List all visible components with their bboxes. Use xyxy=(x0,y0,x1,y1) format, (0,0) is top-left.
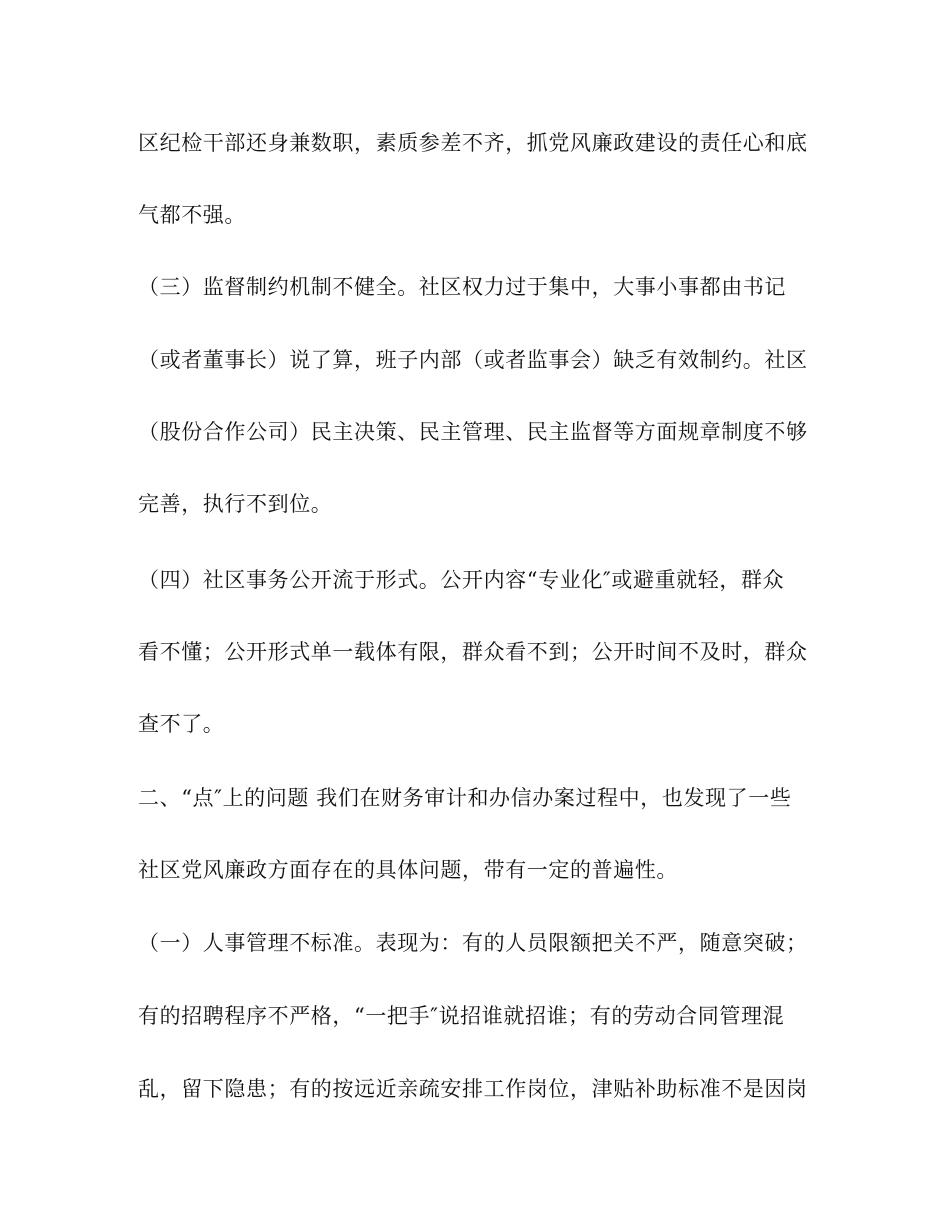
text-line: （三）监督制约机制不健全。社区权力过于集中，大事小事都由书记 xyxy=(138,275,786,299)
text-line: （或者董事长）说了算，班子内部（或者监事会）缺乏有效制约。社区 xyxy=(138,348,808,372)
text-line: 气都不强。 xyxy=(138,203,246,227)
text-line: （股份合作公司）民主决策、民主管理、民主监督等方面规章制度不够 xyxy=(138,420,808,444)
text-line: 二、“点″上的问题 我们在财务审计和办信办案过程中，也发现了一些 xyxy=(138,786,792,810)
text-line: 完善，执行不到位。 xyxy=(138,492,333,516)
text-line: 查不了。 xyxy=(138,712,225,736)
text-line: （一）人事管理不标准。表现为：有的人员限额把关不严，随意突破； xyxy=(138,931,808,955)
text-line: 看不懂；公开形式单一载体有限，群众看不到；公开时间不及时，群众 xyxy=(138,640,808,664)
text-line: 社区党风廉政方面存在的具体问题，带有一定的普遍性。 xyxy=(138,858,678,882)
text-line: 乱，留下隐患；有的按远近亲疏安排工作岗位，津贴补助标准不是因岗 xyxy=(138,1077,808,1101)
text-line: 区纪检干部还身兼数职，素质参差不齐，抓党风廉政建设的责任心和底 xyxy=(138,131,808,155)
text-line: 有的招聘程序不严格，“一把手″说招谁就招谁；有的劳动合同管理混 xyxy=(138,1004,785,1028)
text-line: （四）社区事务公开流于形式。公开内容“专业化″或避重就轻，群众 xyxy=(138,568,785,592)
